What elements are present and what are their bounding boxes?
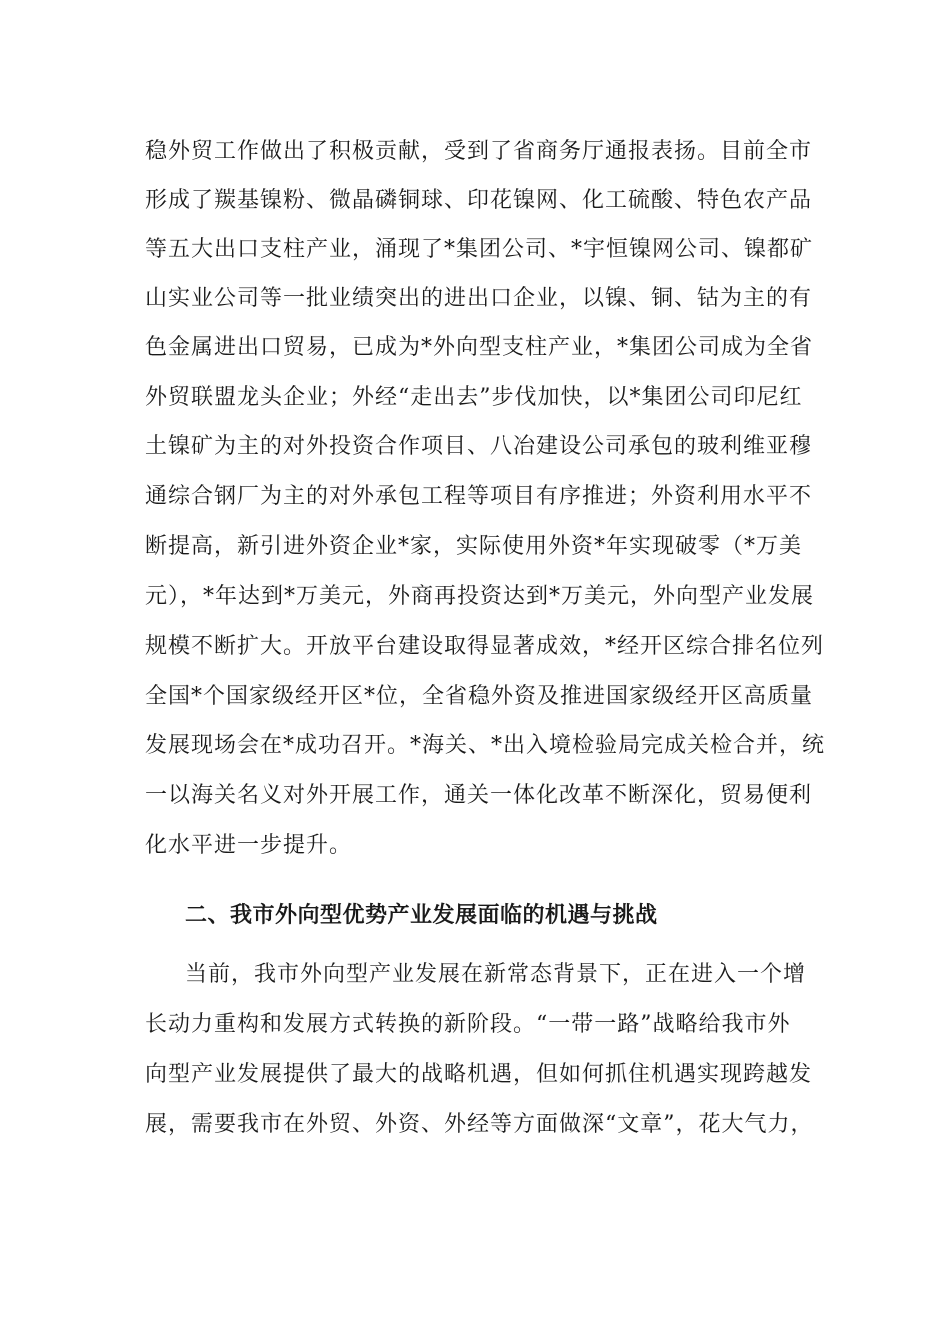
paragraph-line: 全国*个国家级经开区*位，全省稳外资及推进国家级经开区高质量	[145, 684, 814, 709]
paragraph-line: 一以海关名义对外开展工作，通关一体化改革不断深化，贸易便利	[145, 783, 813, 808]
paragraph-line: 展，需要我市在外贸、外资、外经等方面做深“文章”，花大气力，	[145, 1112, 814, 1137]
paragraph-line: 通综合钢厂为主的对外承包工程等项目有序推进；外资利用水平不	[145, 484, 813, 509]
paragraph-line: 形成了羰基镍粉、微晶磷铜球、印花镍网、化工硫酸、特色农产品	[145, 188, 813, 213]
paragraph-line: 等五大出口支柱产业，涌现了*集团公司、*宇恒镍网公司、镍都矿	[145, 237, 814, 262]
paragraph-line: 长动力重构和发展方式转换的新阶段。“一带一路”战略给我市外	[145, 1012, 791, 1037]
paragraph-line: 山实业公司等一批业绩突出的进出口企业，以镍、铜、钴为主的有	[145, 286, 813, 311]
paragraph-line: 发展现场会在*成功召开。*海关、*出入境检验局完成关检合并，统	[145, 733, 826, 758]
section-heading: 二、我市外向型优势产业发展面临的机遇与挑战	[185, 902, 658, 928]
paragraph-line: 土镍矿为主的对外投资合作项目、八冶建设公司承包的玻利维亚穆	[145, 434, 813, 459]
paragraph-line: 断提高，新引进外资企业*家，实际使用外资*年实现破零（*万美	[145, 534, 803, 559]
paragraph-line: 色金属进出口贸易，已成为*外向型支柱产业，*集团公司成为全省	[145, 335, 814, 360]
paragraph-line: 化水平进一步提升。	[145, 833, 353, 858]
paragraph-line: 向型产业发展提供了最大的战略机遇，但如何抓住机遇实现跨越发	[145, 1062, 813, 1087]
paragraph-line: 外贸联盟龙头企业；外经“走出去”步伐加快，以*集团公司印尼红	[145, 385, 803, 410]
paragraph-line: 规模不断扩大。开放平台建设取得显著成效，*经开区综合排名位列	[145, 634, 825, 659]
paragraph-line: 稳外贸工作做出了积极贡献，受到了省商务厅通报表扬。目前全市	[145, 139, 813, 164]
paragraph-line: 元），*年达到*万美元，外商再投资达到*万美元，外向型产业发展	[145, 584, 815, 609]
paragraph-line: 当前，我市外向型产业发展在新常态背景下，正在进入一个增	[185, 962, 807, 987]
